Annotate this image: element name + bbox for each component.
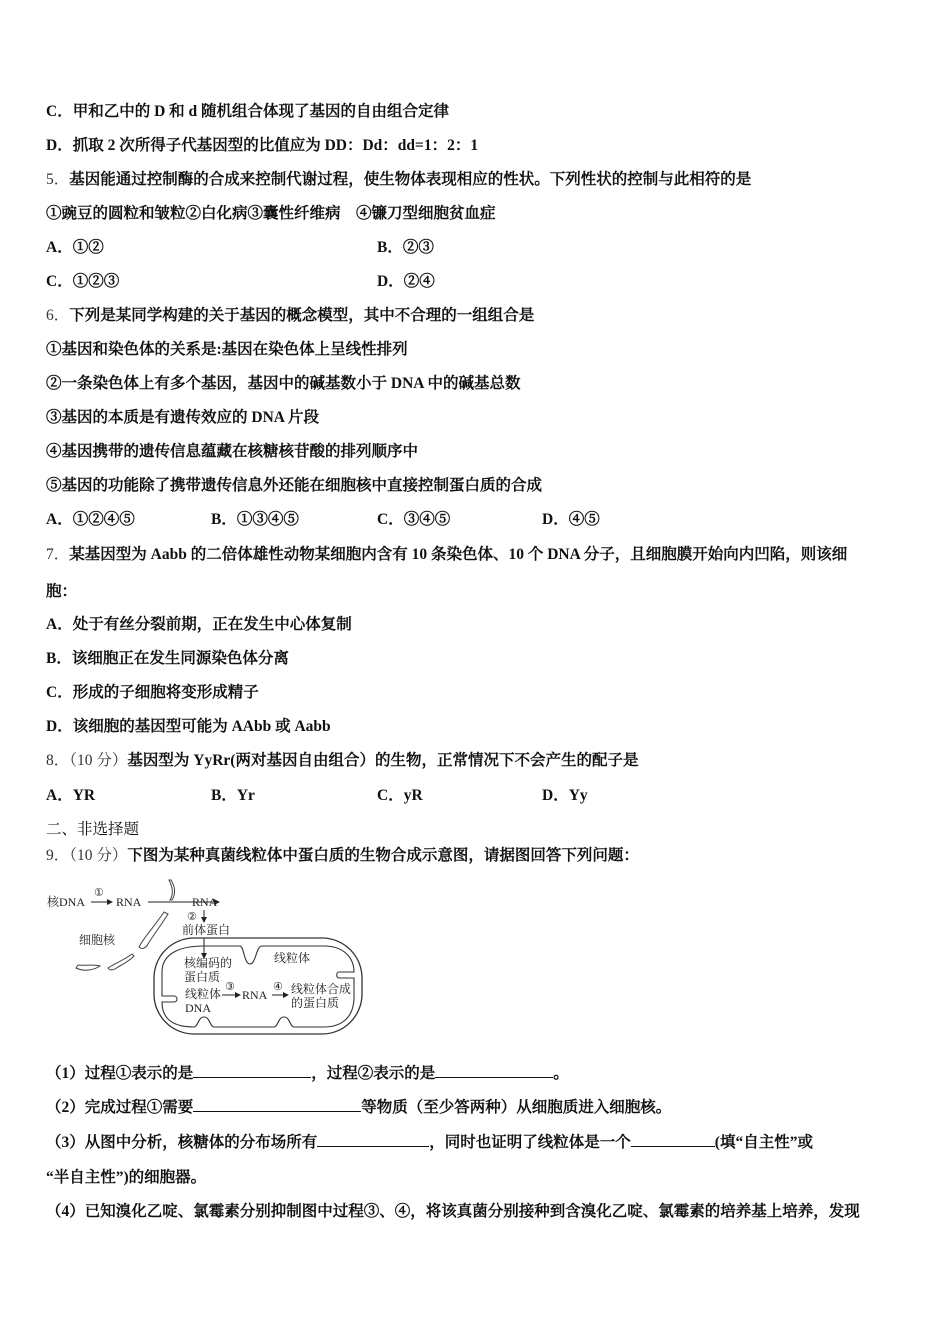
q7-stem-line2: 胞：: [46, 583, 78, 600]
option-text: ②④: [403, 273, 435, 290]
option-letter: B．: [377, 239, 403, 256]
option-text: 处于有丝分裂前期，正在发生中心体复制: [72, 616, 352, 633]
question-number: 8．: [46, 752, 70, 769]
option-letter: B．: [211, 511, 237, 528]
label-step-2: ②: [187, 911, 197, 923]
answer-blank-5[interactable]: [631, 1131, 715, 1147]
option-letter: A．: [46, 511, 73, 528]
option-letter: D．: [46, 137, 73, 154]
sub-question-text: (填“自主性”或: [714, 1134, 813, 1151]
option-letter: C．: [377, 787, 404, 804]
q6-item-3: ③基因的本质是有遗传效应的 DNA 片段: [46, 409, 319, 426]
option-letter: C．: [377, 511, 404, 528]
q8-option-b: [211, 786, 255, 806]
label-nucleus: 细胞核: [79, 933, 116, 947]
q7-option-b: [46, 649, 289, 669]
option-text: ①②④⑤: [72, 511, 135, 528]
option-text: ①②: [72, 239, 104, 256]
label-rna-3: RNA: [242, 988, 268, 1002]
q9-sub4: （4）已知溴化乙啶、氯霉素分别抑制图中过程③、④，将该真菌分别接种到含溴化乙啶、氯霉素的培养基上培养，发现: [46, 1203, 860, 1220]
question-number: 6．: [46, 307, 70, 324]
label-mt-protein-2: 的蛋白质: [291, 996, 340, 1010]
option-letter: C．: [46, 684, 73, 701]
sub-question-text: （2）完成过程①需要: [46, 1099, 194, 1116]
option-text: yR: [403, 787, 423, 804]
label-step-3: ③: [225, 981, 235, 993]
q9-sub3-cont: “半自主性”)的细胞器。: [46, 1169, 207, 1186]
q5-option-a: [46, 238, 104, 258]
sub-question-text: 等物质（至少答两种）从细胞质进入细胞核。: [361, 1099, 672, 1116]
q6-option-d: [542, 510, 600, 530]
question-text: 基因能通过控制酶的合成来控制代谢过程，使生物体表现相应的性状。下列性状的控制与此相符的是: [69, 171, 752, 188]
question-number: 5．: [46, 171, 70, 188]
question-text: 某基因型为 Aabb 的二倍体雄性动物某细胞内含有 10 条染色体、10 个 DNA 分子，且细胞膜开始向内凹陷，则该细: [69, 546, 848, 563]
q5-stem: [46, 170, 751, 190]
option-letter: B．: [211, 787, 237, 804]
question-number: 9．: [46, 847, 70, 864]
label-nuclear-encoded-protein-1: 核编码的: [184, 956, 233, 970]
q6-item-2: ②一条染色体上有多个基因，基因中的碱基数小于 DNA 中的碱基总数: [46, 375, 521, 392]
answer-blank-4[interactable]: [317, 1131, 429, 1147]
q5-items: ①豌豆的圆粒和皱粒②白化病③囊性纤维病 ④镰刀型细胞贫血症: [46, 205, 496, 222]
option-text: 该细胞的基因型可能为 AAbb 或 Aabb: [72, 718, 331, 735]
label-mitochondrion: 线粒体: [274, 951, 311, 965]
option-text: ②③: [402, 239, 434, 256]
option-letter: D．: [542, 787, 569, 804]
option-text: ④⑤: [568, 511, 600, 528]
question-number: 7．: [46, 546, 70, 563]
q5-option-c: [46, 272, 119, 292]
question-score: （10 分）: [69, 847, 128, 864]
q9-sub3: [46, 1131, 813, 1153]
label-precursor-protein: 前体蛋白: [182, 923, 231, 937]
option-letter: A．: [46, 787, 73, 804]
q6-item-4: ④基因携带的遗传信息蕴藏在核糖核苷酸的排列顺序中: [46, 443, 419, 460]
q9-sub1: [46, 1062, 569, 1084]
label-mt-protein-1: 线粒体合成: [291, 982, 352, 996]
option-text: ③④⑤: [403, 511, 451, 528]
option-letter: C．: [46, 103, 73, 120]
option-letter: B．: [46, 650, 72, 667]
label-nuclear-dna: 核DNA: [47, 895, 85, 909]
option-text: 甲和乙中的 D 和 d 随机组合体现了基因的自由组合定律: [72, 103, 450, 120]
mitochondria-protein-synthesis-diagram: [44, 872, 374, 1037]
question-score: （10 分）: [69, 752, 128, 769]
sub-question-text: ，同时也证明了线粒体是一个: [429, 1134, 631, 1151]
option-letter: A．: [46, 239, 73, 256]
option-text: Yy: [568, 787, 588, 804]
answer-blank-2[interactable]: [435, 1062, 553, 1078]
q6-stem: [46, 306, 534, 326]
option-text: ①③④⑤: [236, 511, 299, 528]
q8-stem: [46, 751, 638, 771]
question-text: 基因型为 YyRr(两对基因自由组合）的生物，正常情况下不会产生的配子是: [127, 752, 639, 769]
option-text: 抓取 2 次所得子代基因型的比值应为 DD：Dd：dd=1：2：1: [72, 137, 479, 154]
sub-question-text: （3）从图中分析，核糖体的分布场所有: [46, 1134, 318, 1151]
q5-option-b: [377, 238, 434, 258]
q8-option-d: [542, 786, 588, 806]
answer-blank-3[interactable]: [193, 1096, 361, 1112]
sub-question-text: ，过程②表示的是: [311, 1065, 436, 1082]
label-step-1: ①: [94, 887, 104, 899]
question-text: 下列是某同学构建的关于基因的概念模型，其中不合理的一组组合是: [69, 307, 535, 324]
sub-question-text: （1）过程①表示的是: [46, 1065, 194, 1082]
section-title: 二、非选择题: [46, 821, 140, 838]
label-nuclear-encoded-protein-2: 蛋白质: [184, 970, 221, 984]
option-text: 形成的子细胞将变形成精子: [72, 684, 259, 701]
sub-question-text: 。: [553, 1065, 569, 1082]
q7-option-c: [46, 683, 259, 703]
q6-item-1: ①基因和染色体的关系是:基因在染色体上呈线性排列: [46, 341, 408, 358]
q4-option-c: [46, 102, 449, 122]
q6-option-c: [377, 510, 450, 530]
option-text: ①②③: [72, 273, 120, 290]
question-text: 下图为某种真菌线粒体中蛋白质的生物合成示意图，请据图回答下列问题：: [127, 847, 639, 864]
option-text: 该细胞正在发生同源染色体分离: [71, 650, 289, 667]
option-letter: D．: [542, 511, 569, 528]
q8-option-a: [46, 786, 95, 806]
q7-stem-line1: [46, 545, 847, 565]
option-letter: A．: [46, 616, 73, 633]
q7-option-a: [46, 615, 352, 635]
option-letter: C．: [46, 273, 73, 290]
answer-blank-1[interactable]: [193, 1062, 311, 1078]
q9-stem: [46, 846, 639, 866]
option-text: YR: [72, 787, 96, 804]
q8-option-c: [377, 786, 423, 806]
q6-option-a: [46, 510, 135, 530]
option-letter: D．: [46, 718, 73, 735]
label-rna-1: RNA: [116, 895, 142, 909]
option-text: Yr: [236, 787, 255, 804]
q5-option-d: [377, 272, 435, 292]
q7-option-d: [46, 717, 331, 737]
label-step-4: ④: [273, 981, 283, 993]
label-mt-dna-1: 线粒体: [185, 987, 222, 1001]
q6-option-b: [211, 510, 299, 530]
q4-option-d: [46, 136, 478, 156]
q9-sub2: [46, 1096, 671, 1118]
option-letter: D．: [377, 273, 404, 290]
label-mt-dna-2: DNA: [185, 1001, 211, 1015]
q6-item-5: ⑤基因的功能除了携带遗传信息外还能在细胞核中直接控制蛋白质的合成: [46, 477, 543, 494]
label-rna-2: RNA: [192, 895, 218, 909]
